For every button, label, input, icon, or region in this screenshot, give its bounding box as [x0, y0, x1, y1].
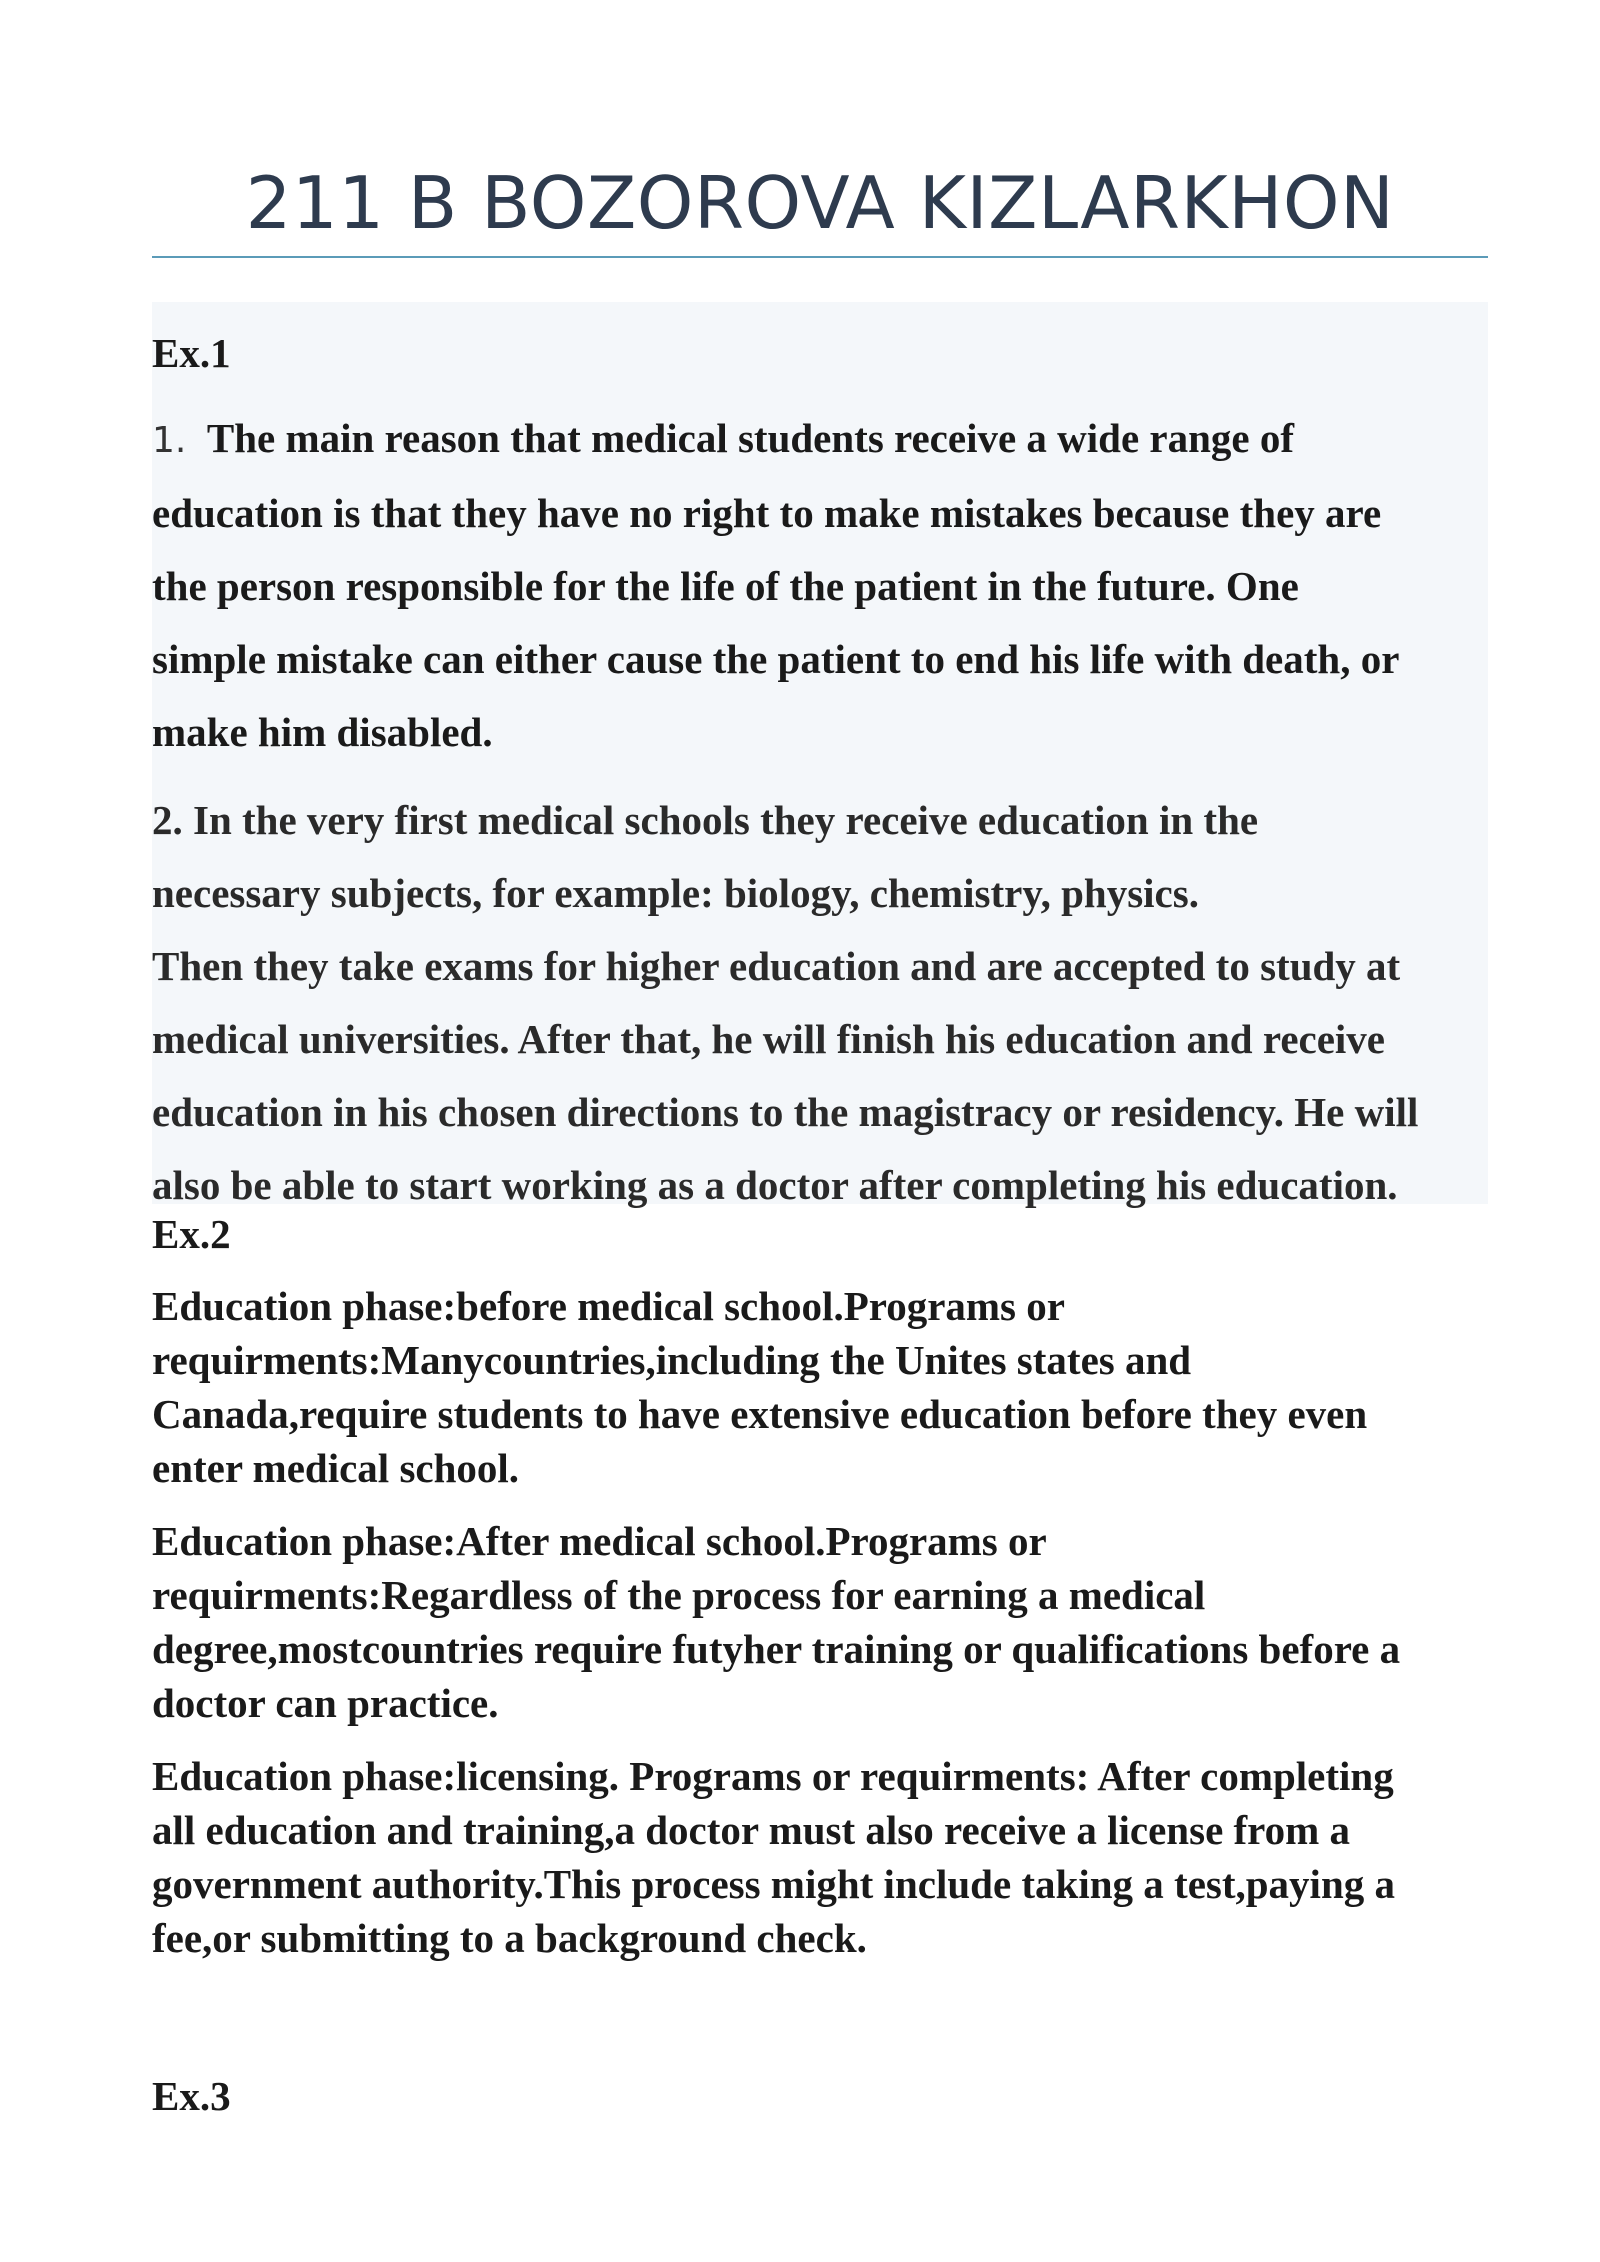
ex2-line: doctor can practice.: [152, 1680, 499, 1726]
ex1-item-1-line: education is that they have no right to make mistakes because they are: [152, 490, 1382, 536]
ex2-line: requirments:Manycountries,including the Unites states and: [152, 1337, 1192, 1383]
ex2-line: Education phase:After medical school.Programs or: [152, 1518, 1047, 1564]
ex1-item-1-text: The main reason that medical students receive a wide range of: [206, 415, 1295, 461]
ex2-line: enter medical school.: [152, 1445, 520, 1491]
ex1-item-2: [152, 784, 1492, 1222]
ex1-item-2-line: also be able to start working as a doctor after completing his education.: [152, 1162, 1398, 1208]
ex1-item-1-line: simple mistake can either cause the patient to end his life with death, or: [152, 636, 1400, 682]
ex2-paragraph-before-school: [152, 1279, 1492, 1495]
ex1-heading: Ex.1: [152, 330, 231, 376]
ex2-paragraph-licensing: [152, 1749, 1492, 1965]
ex2-line: fee,or submitting to a background check.: [152, 1915, 867, 1961]
ex1-item-1-line: [152, 402, 1492, 477]
ex1-item-1-number: 1.: [152, 420, 187, 461]
title-divider: [152, 256, 1488, 258]
ex1-item-1-line: the person responsible for the life of the patient in the future. One: [152, 563, 1299, 609]
ex2-heading: Ex.2: [152, 1211, 231, 1257]
ex2-line: Education phase:licensing. Programs or requirments: After completing: [152, 1753, 1394, 1799]
ex1-item-2-line: necessary subjects, for example: biology, chemistry, physics.: [152, 870, 1199, 916]
ex1-item-1: [152, 402, 1492, 769]
ex2-paragraph-after-school: [152, 1514, 1492, 1730]
ex2-line: requirments:Regardless of the process for earning a medical: [152, 1572, 1206, 1618]
page-title: 211 B BOZOROVA KIZLARKHON: [245, 161, 1395, 245]
ex2-line: Education phase:before medical school.Programs or: [152, 1283, 1065, 1329]
ex3-heading: Ex.3: [152, 2073, 231, 2119]
ex1-item-2-line: education in his chosen directions to the magistracy or residency. He will: [152, 1089, 1419, 1135]
ex2-line: government authority.This process might include taking a test,paying a: [152, 1861, 1395, 1907]
ex2-line: all education and training,a doctor must also receive a license from a: [152, 1807, 1351, 1853]
ex2-line: Canada,require students to have extensive education before they even: [152, 1391, 1368, 1437]
ex1-item-2-line: medical universities. After that, he will finish his education and receive: [152, 1016, 1386, 1062]
ex2-line: degree,mostcountries require futyher training or qualifications before a: [152, 1626, 1401, 1672]
ex1-item-2-line: 2. In the very first medical schools they receive education in the: [152, 797, 1259, 843]
ex1-item-1-line: make him disabled.: [152, 709, 493, 755]
ex1-item-2-line: Then they take exams for higher education and are accepted to study at: [152, 943, 1401, 989]
